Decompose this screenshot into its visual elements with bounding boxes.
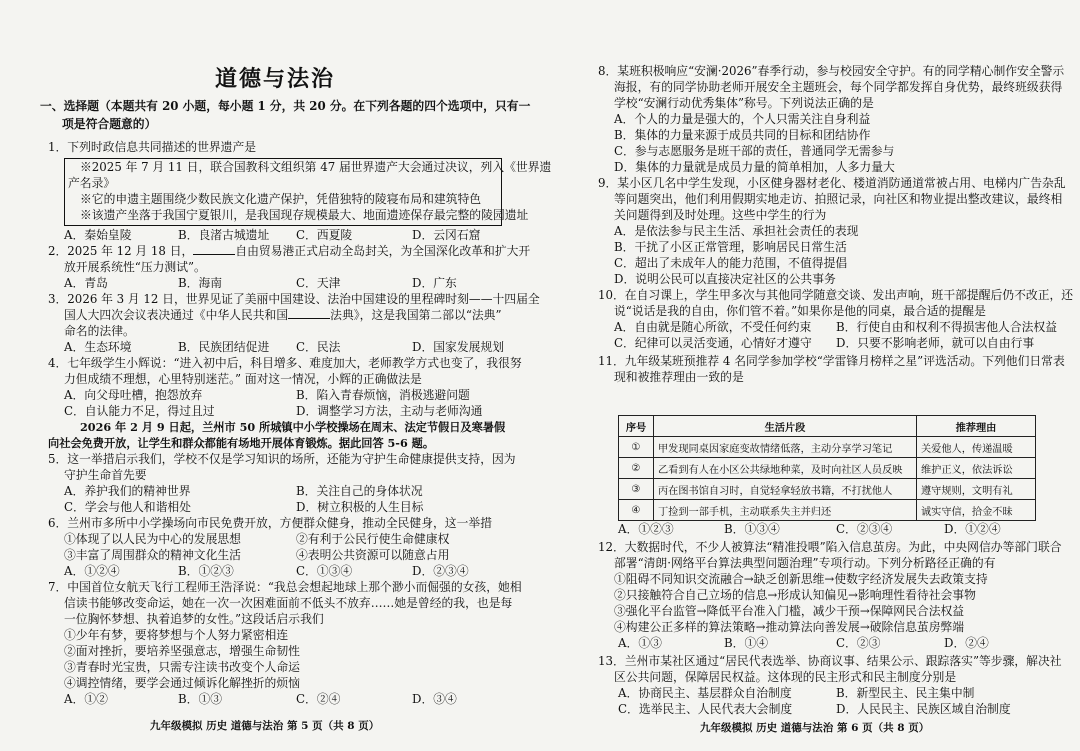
option: B．①②③ (178, 564, 234, 578)
q9-stem-cont: 等问题突出，他们利用假期实地走访、拍照记录，向社区和物业提出整改建议，最终相 (614, 192, 1063, 206)
table-cell: ① (619, 437, 654, 458)
statement: ②面对挫折，要培养坚强意志，增强生命韧性 (64, 644, 300, 658)
section-heading-cont: 项是符合题意的） (62, 117, 157, 131)
statement: ②有利于公民行使生命健康权 (296, 532, 450, 546)
option: A．是依法参与民主生活、承担社会责任的表现 (614, 224, 859, 238)
table-cell: ② (619, 458, 654, 479)
fill-blank (193, 244, 235, 255)
option: A．自由就是随心所欲，不受任何约束 (614, 320, 812, 334)
option: D．广东 (412, 276, 457, 290)
option: B．关注自己的身体状况 (296, 484, 423, 498)
table-header-row (619, 416, 1036, 437)
option: A．生态环境 (64, 340, 132, 354)
q1-box-line: 产名录》 (68, 176, 116, 190)
option: D．③④ (412, 692, 457, 706)
option: A．秦始皇陵 (64, 228, 132, 242)
option: B．海南 (178, 276, 223, 290)
q5-stem: 5．这一举措启示我们，学校不仅是学习知识的场所，还能为守护生命健康提供支持，因为 (48, 452, 516, 466)
table-cell: 丙在图书馆自习时，自觉轻拿轻放书籍，不打扰他人 (654, 479, 917, 500)
q5-stem-cont: 守护生命首先要 (64, 468, 147, 482)
q3-stem-cont: 命名的法律。 (64, 324, 135, 338)
option: D．②③④ (412, 564, 469, 578)
q8-stem-cont: 海报，有的同学协助老师开展安全主题班会，每个同学都发挥自身优势，最终班级获得 (614, 80, 1063, 94)
statement: ③丰富了周围群众的精神文化生活 (64, 548, 241, 562)
q7-stem: 7．中国首位女航天飞行工程师王浩泽说：“我总会想起地球上那个渺小而倔强的女孩，她相 (48, 580, 522, 594)
option: D．②④ (944, 636, 989, 650)
option: A．协商民主、基层群众自治制度 (618, 686, 792, 700)
option: A．个人的力量是强大的，个人只需关注自身利益 (614, 112, 871, 126)
q7-stem-cont: 一位胸怀梦想、执着追梦的女性。”这段话启示我们 (64, 612, 324, 626)
material-text: 2026 年 2 月 9 日起，兰州市 50 所城镇中小学校操场在周末、法定节假日及寒暑假 (80, 420, 506, 434)
q2-stem-a: 2．2025 年 12 月 18 日， (48, 244, 194, 258)
option: D．树立积极的人生目标 (296, 500, 424, 514)
q13-stem-cont: 区公共问题，保障居民权益。这体现的民主形式和民主制度分别是 (614, 670, 957, 684)
column-header: 生活片段 (654, 416, 917, 437)
option: A．向父母吐槽，抱怨放弃 (64, 388, 203, 402)
table-row (619, 437, 1036, 458)
option: D．云冈石窟 (412, 228, 481, 242)
option: A．①③ (618, 636, 662, 650)
table-cell: 甲发现同桌因家庭变故情绪低落，主动分享学习笔记 (654, 437, 917, 458)
q9-stem-cont: 关问题得到及时处理。这些中学生的行为 (614, 208, 827, 222)
table-cell: 关爱他人，传递温暖 (917, 437, 1036, 458)
q11-stem-cont: 现和被推荐理由一致的是 (614, 370, 744, 384)
option: C．纪律可以灵活变通，心情好才遵守 (614, 336, 812, 350)
option: D．集体的力量就是成员力量的简单相加，人多力量大 (614, 160, 895, 174)
option: B．①③ (178, 692, 223, 706)
q12-stem-cont: 部署“清朗·网络平台算法典型问题治理”专项行动。下列分析路径正确的有 (614, 556, 996, 570)
q2-stem (48, 244, 530, 259)
q3-stem-b: 法典》，这是我国第二部以“法典” (330, 308, 502, 322)
q10-stem-cont: 说“说话是我的自由，你们管不着。”如果你是他的同桌，最合适的提醒是 (614, 304, 986, 318)
option: C．学会与他人和谐相处 (64, 500, 191, 514)
table-cell: 遵守规则，文明有礼 (917, 479, 1036, 500)
statement: ①阻碍不同知识交流融合→缺乏创新思维→使数字经济发展失去政策支持 (614, 572, 988, 586)
q8-stem: 8．某班积极响应“安澜·2026”春季行动，参与校园安全守护。有的同学精心制作安全警示 (598, 64, 1065, 78)
option: B．良渚古城遗址 (178, 228, 270, 242)
q11-table (618, 415, 1036, 521)
table-row (619, 500, 1036, 521)
q3-stem-cont (64, 308, 501, 323)
option: A．青岛 (64, 276, 108, 290)
q3-stem-a: 国人大四次会议表决通过《中华人民共和国 (64, 308, 289, 322)
option: C．①③④ (296, 564, 353, 578)
q11-stem: 11．九年级某班预推荐 4 名同学参加学校“学雷锋月榜样之星”评选活动。下列他们日常表 (598, 354, 1065, 368)
option: A．养护我们的精神世界 (64, 484, 191, 498)
material-text: 向社会免费开放，让学生和群众都能有场地开展体育锻炼。据此回答 5-6 题。 (48, 436, 435, 450)
option: B．①④ (724, 636, 769, 650)
option: C．②③ (836, 636, 881, 650)
option: C．超出了未成年人的能力范围，不值得提倡 (614, 256, 848, 270)
option: D．说明公民可以直接决定社区的公共事务 (614, 272, 836, 286)
statement: ①少年有梦，要将梦想与个人努力紧密相连 (64, 628, 289, 642)
statement: ②只接触符合自己立场的信息→形成认知偏见→影响理性看待社会事物 (614, 588, 976, 602)
option: D．国家发展规划 (412, 340, 505, 354)
section-heading: 一、选择题（本题共有 20 小题，每小题 1 分，共 20 分。在下列各题的四个选项中，只有一 (40, 99, 531, 113)
option: A．①②④ (64, 564, 120, 578)
page-footer: 九年级模拟 历史 道德与法治 第 6 页（共 8 页） (700, 722, 930, 734)
page-footer: 九年级模拟 历史 道德与法治 第 5 页（共 8 页） (150, 720, 380, 732)
option: C．②④ (296, 692, 341, 706)
q2-stem-cont: 放开展系统性“压力测试”。 (64, 260, 206, 274)
option: C．参与志愿服务是班干部的责任，普通同学无需参与 (614, 144, 895, 158)
table-cell: 维护正义，依法诉讼 (917, 458, 1036, 479)
q2-stem-b: 自由贸易港正式启动全岛封关，为全国深化改革和扩大开 (235, 244, 531, 258)
q8-stem-cont: 学校“安澜行动优秀集体”称号。下列说法正确的是 (614, 96, 874, 110)
option: B．民族团结促进 (178, 340, 270, 354)
q6-stem: 6．兰州市多所中小学操场向市民免费开放，方便群众健身，推动全民健身，这一举措 (48, 516, 492, 530)
page-title: 道德与法治 (215, 67, 336, 92)
column-header: 序号 (619, 416, 654, 437)
statement: ③青春时光宝贵，只需专注读书改变个人命运 (64, 660, 300, 674)
q9-stem: 9．某小区几名中学生发现，小区健身器材老化、楼道消防通道常被占用、电梯内广告杂乱 (598, 176, 1066, 190)
option: B．①③④ (724, 522, 780, 536)
table-row (619, 479, 1036, 500)
q1-box-line: ※该遗产坐落于我国宁夏银川，是我国现存规模最大、地面遗迹保存最完整的陵园遗址 (80, 208, 529, 222)
option: A．①②③ (618, 522, 674, 536)
option: D．①②④ (944, 522, 1001, 536)
statement: ④调控情绪，要学会通过倾诉化解挫折的烦恼 (64, 676, 300, 690)
table-cell: ③ (619, 479, 654, 500)
column-header: 推荐理由 (917, 416, 1036, 437)
table-cell: 丁捡到一部手机，主动联系失主并归还 (654, 500, 917, 521)
option: D．人民民主、民族区域自治制度 (836, 702, 1011, 716)
statement: ①体现了以人民为中心的发展思想 (64, 532, 241, 546)
statement: ④表明公共资源可以随意占用 (296, 548, 450, 562)
q13-stem: 13．兰州市某社区通过“居民代表选举、协商议事、结果公示、跟踪落实”等步骤，解决社 (598, 654, 1062, 668)
option: D．调整学习方法，主动与老师沟通 (296, 404, 483, 418)
table-row (619, 458, 1036, 479)
option: A．①② (64, 692, 108, 706)
option: C．选举民主、人民代表大会制度 (618, 702, 793, 716)
option: D．只要不影响老师，就可以自由行事 (836, 336, 1035, 350)
table-cell: ④ (619, 500, 654, 521)
q4-stem-cont: 力但成绩不理想，心里特别迷茫。” 面对这一情况，小辉的正确做法是 (64, 372, 422, 386)
option: B．干扰了小区正常管理，影响居民日常生活 (614, 240, 847, 254)
option: B．陷入青春烦恼，消极逃避问题 (296, 388, 470, 402)
q7-stem-cont: 信读书能够改变命运，她在一次一次困难面前不低头不放弃……她是曾经的我，也是每 (64, 596, 513, 610)
option: B．行使自由和权利不得损害他人合法权益 (836, 320, 1058, 334)
q10-stem: 10．在自习课上，学生甲多次与其他同学随意交谈、发出声响，班干部提醒后仍不改正，还 (598, 288, 1074, 302)
table-cell: 诚实守信，拾金不昧 (917, 500, 1036, 521)
statement: ③强化平台监管→降低平台准入门槛，减少干预→保障网民合法权益 (614, 604, 965, 618)
q1-box-line: ※2025 年 7 月 11 日，联合国教科文组织第 47 届世界遗产大会通过决议，列入《世界遗 (80, 160, 552, 174)
fill-blank (288, 308, 330, 319)
option: C．天津 (296, 276, 341, 290)
option: B．新型民主、民主集中制 (836, 686, 975, 700)
q1-box-line: ※它的申遗主题围绕少数民族文化遗产保护，凭借独特的陵寝布局和建筑特色 (80, 192, 482, 206)
option: C．②③④ (836, 522, 893, 536)
table-cell: 乙看到有人在小区公共绿地种菜，及时向社区人员反映 (654, 458, 917, 479)
option: C．西夏陵 (296, 228, 353, 242)
q3-stem: 3．2026 年 3 月 12 日，世界见证了美丽中国建设、法治中国建设的里程碑时刻——十四届全 (48, 292, 540, 306)
q1-stem: 1．下列时政信息共同描述的世界遗产是 (48, 140, 257, 154)
q4-stem: 4．七年级学生小辉说：“进入初中后，科目增多、难度加大，老师教学方式也变了，我很努 (48, 356, 522, 370)
q12-stem: 12．大数据时代，不少人被算法“精准投喂”陷入信息茧房。为此，中央网信办等部门联合 (598, 540, 1062, 554)
option: C．民法 (296, 340, 341, 354)
statement: ④构建公正多样的算法策略→推动算法向善发展→破除信息茧房弊端 (614, 620, 965, 634)
option: C．自认能力不足，得过且过 (64, 404, 215, 418)
option: B．集体的力量来源于成员共同的目标和团结协作 (614, 128, 871, 142)
